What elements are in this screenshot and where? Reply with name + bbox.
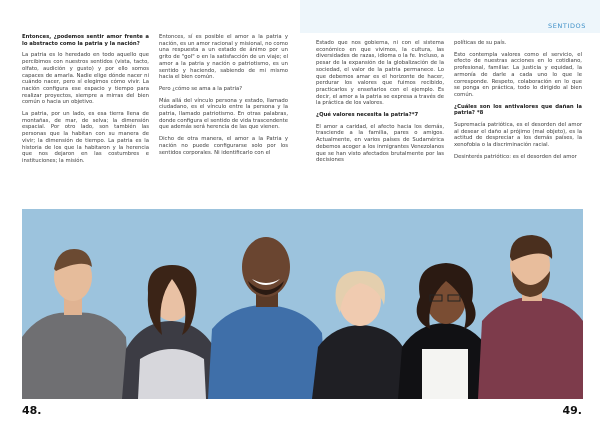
text-column-4 <box>454 40 582 166</box>
paragraph: La patria es lo heredado en todo aquello que percibimos con nuestros sentidos (vista, tacto, olfato, audición y gusto) y por ello somos capaces de amarla. Nadie elige dónde nacer ni cuándo nacer, pero sí elegimos cómo vivir. La nación configura ese espacio y tiempo para realizar proyectos, siempre a mirras del bien común o hacia un objetivo. <box>22 52 149 106</box>
paragraph: Esto contempla valores como el servicio, el efecto de nuestras acciones en lo cotidiano, profesional, familiar. La justicia y equidad, la armonía de darle a cada uno lo que le corresponde. Respeto, colaboración en lo que se ponga en práctica, todo lo dirigido al bien común. <box>454 51 582 98</box>
page-number-right: 49. <box>562 404 582 417</box>
subheading: ¿Cuáles son los antivalores que dañan la patria? *8 <box>454 103 582 117</box>
paragraph: Desinterés patriótico: es el desorden del amor <box>454 153 577 160</box>
subheading: Entonces, ¿podemos sentir amor frente a lo abstracto como la patria y la nación? <box>22 34 149 47</box>
paragraph: Estado que nos gobierna, ni con el sistema económico en que vivimos, la cultura, las diversidades de razas, idioma o la fe. Incluso, a pesar de la expansión de la globalización de la sociedad, el valor de la patria permanece. Lo que debemos amar es el horizonte de hacer, perdurar los valores que fuimos recibido, practicarlos y enseñarlos con el ejemplo. Es decir, el amor a la patria se expresa a través de la práctica de los valores. <box>316 40 444 107</box>
paragraph: Más allá del vínculo persona y estado, llamado ciudadano, es el vínculo entre la persona y la patria, llamado patriotismo. En otras palabras, donde configura el sentido de vida trascendente que además será herencia de las que vienen. <box>159 97 288 131</box>
page-number-left: 48. <box>22 404 42 417</box>
running-header <box>300 0 600 33</box>
text-column-1 <box>22 34 149 170</box>
paragraph: Pero ¿cómo se ama a la patria? <box>159 85 243 92</box>
paragraph: El amor a caridad, el afecto hacia los demás, trasciende a la familia, pares o amigos. Actualmente, en varios países de Sudamérica debemos acoger a los inmigrantes Venezolanos que se han visto afectados brutalmente por las decisiones <box>316 123 444 164</box>
paragraph: Supremacía patriótica, es el desorden del amor al desear el daño al prójimo (mal objeto), es la actitud de despreciar a los demás países, la xenofobia o la discriminación racial. <box>454 122 582 149</box>
text-column-3 <box>316 40 444 169</box>
section-title: SENTIDOS <box>547 22 586 30</box>
paragraph: Entonces, sí es posible el amor a la patria y nación, es un amor racional y misional, no como una respuesta a un estado de ánimo por un grito de "gol" o en la satisfacción de un viaje; el amor a la patria y nación o patriotismo, es un sentido y haciendo, sabiendo de mi mismo hacia el bien común. <box>159 34 288 81</box>
paragraph: La patria, por un lado, es esa tierra llena de montañas, de mar, de selva; la dimensión espacial. Por otro lado, son también las personas que la habitan con su manera de vivir; la dimensión de tiempo. La patria es la historia de los que la habitaron y la herencia que nos dejaron en las costumbres e instituciones; la misión. <box>22 111 149 164</box>
paragraph: políticas de su país. <box>454 40 507 46</box>
paragraph: Dicho de otra manera, el amor a la Patria y nación no puede configurarse solo por los sentidos corporales. Ni identificarlo con el <box>159 136 288 156</box>
text-column-2 <box>159 34 288 161</box>
group-photo <box>22 209 583 399</box>
subheading: ¿Qué valores necesita la patria?*7 <box>316 112 419 119</box>
